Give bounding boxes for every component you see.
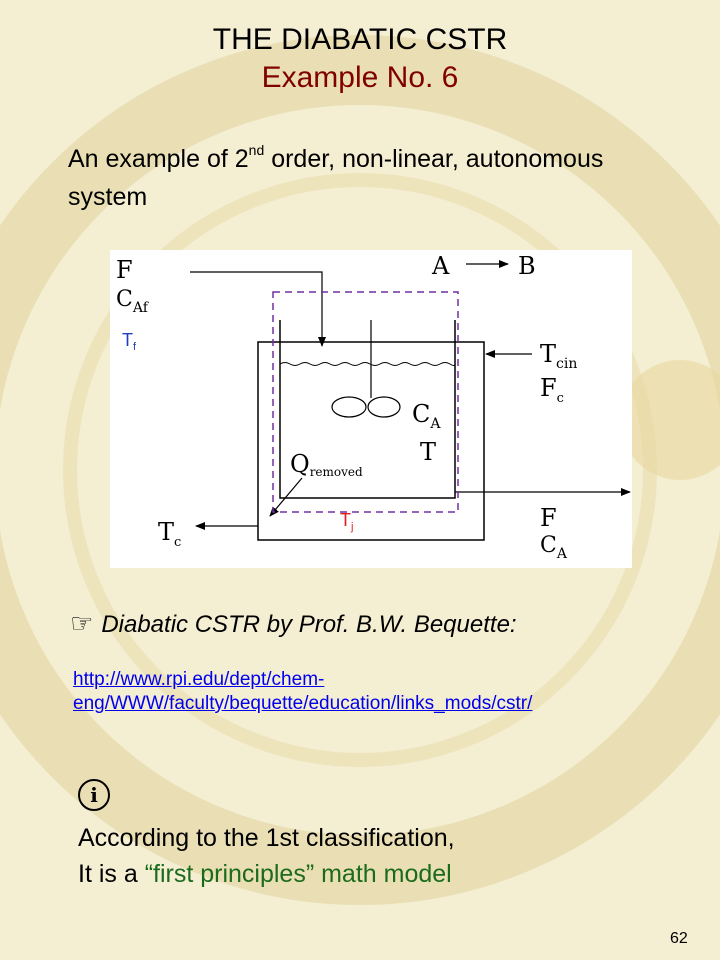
cstr-diagram [110, 250, 632, 568]
link-line-2[interactable]: eng/WWW/faculty/bequette/education/links_mods/cstr/ [73, 693, 533, 714]
reactor-temperature-label: T [420, 438, 437, 466]
conclusion-line-1: According to the 1st classification, [78, 824, 455, 852]
pointing-hand-icon: ☞ [70, 608, 94, 638]
heat-removed-arrow [270, 478, 302, 516]
page-title: THE DIABATIC CSTR [212, 23, 508, 56]
link-line-1[interactable]: http://www.rpi.edu/dept/chem- [73, 669, 325, 690]
product-concentration-label: $C_A$ [540, 533, 567, 562]
feed-temperature-label: $T_f$ [122, 330, 137, 353]
coolant-flow-label: $F_c$ [540, 374, 564, 406]
intro-text: An example of 2nd order, non-linear, autonomous system [68, 142, 604, 211]
info-icon: i [78, 779, 110, 811]
first-principles-highlight: “first principles” math model [144, 860, 452, 888]
feed-flow-label: F [116, 256, 133, 284]
reactor-concentration-label: $C_A$ [412, 400, 441, 432]
reference-line [70, 608, 517, 639]
coolant-inlet-temp-label: $T_{cin}$ [540, 340, 578, 372]
conclusion-line-2: It is a “first principles” math model [78, 860, 452, 888]
page-number: 62 [670, 930, 688, 947]
page-subtitle: Example No. 6 [261, 61, 459, 94]
bequette-link[interactable] [73, 668, 673, 716]
jacket-temperature-label: $T_j$ [340, 510, 354, 533]
heat-removed-label: Qremoved [290, 450, 363, 479]
liquid-surface [280, 363, 455, 366]
stirrer-blade-right [368, 397, 400, 417]
feed-line [190, 272, 322, 346]
reactant-label: A [432, 252, 450, 280]
coolant-outlet-temp-label: $T_c$ [158, 518, 182, 550]
product-flow-label: F [540, 504, 557, 532]
product-label: B [518, 252, 536, 280]
feed-concentration-label: $C_{Af}$ [116, 287, 148, 316]
conclusion-text [78, 820, 678, 892]
reference-text: Diabatic CSTR by Prof. B.W. Bequette: [101, 611, 517, 638]
stirrer-blade-left [332, 397, 366, 417]
